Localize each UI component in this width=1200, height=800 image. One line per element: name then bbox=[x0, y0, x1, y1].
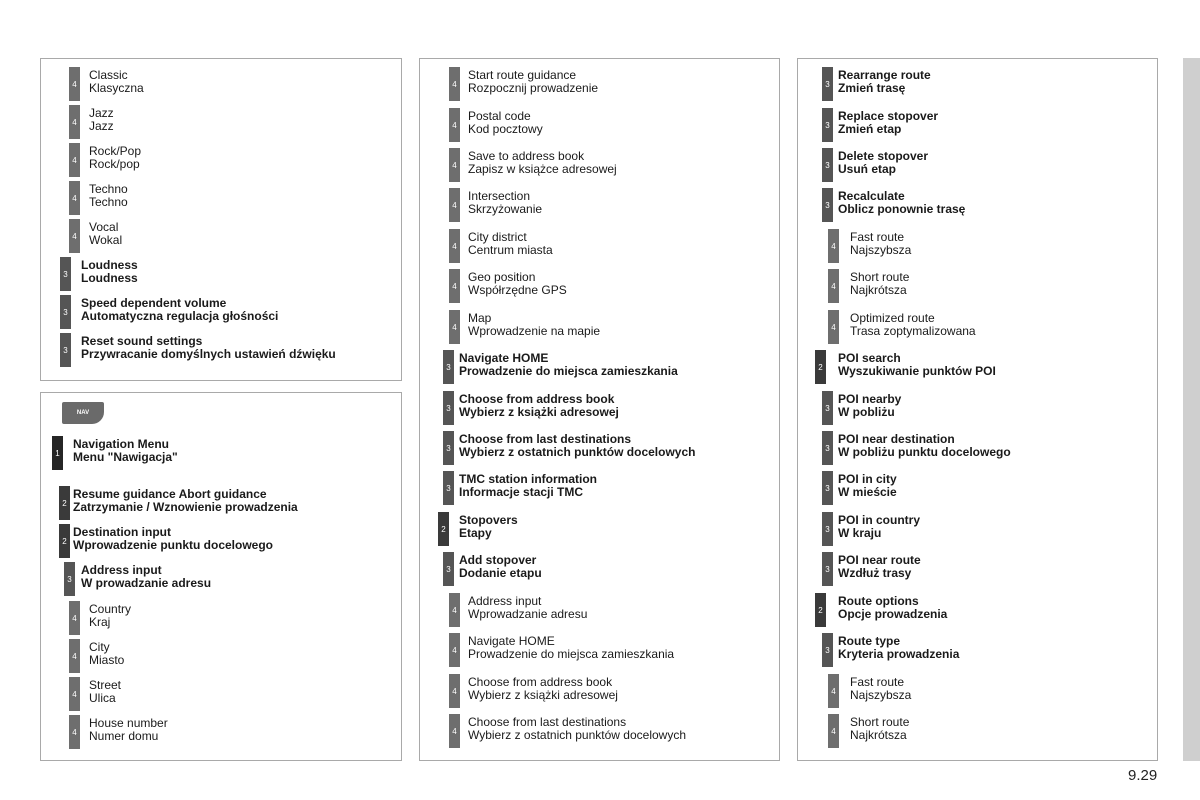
menu-level-badge: 3 bbox=[443, 552, 454, 586]
menu-item-label-pl: Najszybsza bbox=[850, 242, 912, 257]
menu-item-label-en: POI search bbox=[838, 351, 901, 365]
menu-level-badge: 4 bbox=[69, 715, 80, 749]
menu-item-text bbox=[468, 69, 598, 94]
menu-item-label-en: Fast route bbox=[850, 675, 905, 689]
menu-item-text bbox=[73, 526, 273, 551]
menu-item-text bbox=[81, 564, 211, 589]
menu-item-label-en: Loudness bbox=[81, 258, 138, 272]
menu-item-label-pl: Wokal bbox=[89, 232, 123, 247]
menu-item-label-en: Reset sound settings bbox=[81, 334, 203, 348]
menu-level-badge: 1 bbox=[52, 436, 63, 470]
menu-item-label-en: Stopovers bbox=[459, 513, 518, 527]
menu-item-text bbox=[838, 635, 959, 660]
menu-level-badge: 4 bbox=[449, 188, 460, 222]
menu-item-label-en: Address input bbox=[468, 594, 542, 608]
menu-item-label-en: Rearrange route bbox=[838, 68, 931, 82]
menu-item-label-en: Route type bbox=[838, 634, 901, 648]
menu-item-label-pl: Wzdłuż trasy bbox=[838, 565, 912, 580]
menu-item-label-en: Choose from last destinations bbox=[468, 715, 627, 729]
menu-item-text bbox=[468, 110, 543, 135]
menu-item-label-pl: Najkrótsza bbox=[850, 282, 907, 297]
menu-item-label-en: City district bbox=[468, 230, 527, 244]
menu-level-badge: 4 bbox=[449, 310, 460, 344]
menu-item-label-en: Replace stopover bbox=[838, 109, 939, 123]
menu-level-badge: 4 bbox=[69, 639, 80, 673]
menu-item-label-en: Fast route bbox=[850, 230, 905, 244]
menu-item-label-en: Resume guidance Abort guidance bbox=[73, 487, 267, 501]
menu-level-badge: 2 bbox=[815, 593, 826, 627]
menu-item-text bbox=[468, 231, 553, 256]
menu-item-label-en: POI in city bbox=[838, 472, 897, 486]
menu-level-badge: 3 bbox=[822, 148, 833, 182]
menu-item-label-en: Intersection bbox=[468, 189, 531, 203]
menu-item-label-en: Country bbox=[89, 602, 132, 616]
menu-level-badge: 4 bbox=[828, 229, 839, 263]
menu-item-text bbox=[459, 473, 597, 498]
menu-item-label-en: Save to address book bbox=[468, 149, 585, 163]
menu-item-label-pl: W pobliżu bbox=[838, 404, 895, 419]
menu-item-label-en: Map bbox=[468, 311, 492, 325]
menu-item-text bbox=[89, 221, 122, 246]
menu-item-text bbox=[459, 393, 619, 418]
menu-item-label-pl: Trasa zoptymalizowana bbox=[850, 323, 976, 338]
menu-level-badge: 2 bbox=[59, 524, 70, 558]
menu-item-label-en: Short route bbox=[850, 715, 910, 729]
menu-item-label-en: Speed dependent volume bbox=[81, 296, 227, 310]
menu-item-label-en: Destination input bbox=[73, 525, 171, 539]
menu-item-label-pl: Wprowadzenie punktu docelowego bbox=[73, 537, 274, 552]
menu-item-text bbox=[838, 595, 947, 620]
menu-item-label-pl: Automatyczna regulacja głośności bbox=[81, 308, 279, 323]
menu-item-label-en: Start route guidance bbox=[468, 68, 577, 82]
menu-item-label-en: POI in country bbox=[838, 513, 921, 527]
menu-item-text bbox=[73, 438, 178, 463]
menu-item-label-pl: W mieście bbox=[838, 484, 897, 499]
menu-level-badge: 4 bbox=[449, 148, 460, 182]
menu-item-label-pl: Wybierz z książki adresowej bbox=[459, 404, 619, 419]
menu-item-text bbox=[838, 393, 901, 418]
menu-item-label-en: Route options bbox=[838, 594, 919, 608]
menu-item-label-pl: Wyszukiwanie punktów POI bbox=[838, 363, 996, 378]
menu-item-label-pl: W pobliżu punktu docelowego bbox=[838, 444, 1011, 459]
menu-level-badge: 4 bbox=[69, 181, 80, 215]
menu-item-text bbox=[468, 190, 542, 215]
menu-item-text bbox=[89, 679, 121, 704]
menu-item-text bbox=[459, 514, 518, 539]
menu-item-text bbox=[459, 433, 695, 458]
menu-item-label-pl: Techno bbox=[89, 194, 128, 209]
menu-level-badge: 3 bbox=[822, 67, 833, 101]
menu-level-badge: 4 bbox=[828, 269, 839, 303]
menu-item-text bbox=[850, 676, 911, 701]
menu-item-text bbox=[838, 473, 897, 498]
menu-item-label-pl: Kod pocztowy bbox=[468, 121, 543, 136]
menu-item-label-en: Postal code bbox=[468, 109, 531, 123]
menu-item-text bbox=[89, 69, 144, 94]
menu-item-label-en: Choose from address book bbox=[468, 675, 613, 689]
menu-level-badge: 3 bbox=[822, 512, 833, 546]
menu-item-label-pl: Usuń etap bbox=[838, 161, 897, 176]
menu-level-badge: 4 bbox=[449, 714, 460, 748]
menu-item-label-pl: Klasyczna bbox=[89, 80, 144, 95]
menu-item-text bbox=[850, 271, 909, 296]
menu-item-text bbox=[838, 554, 921, 579]
menu-item-text bbox=[459, 554, 542, 579]
menu-item-label-pl: Centrum miasta bbox=[468, 242, 553, 257]
menu-item-label-en: Choose from address book bbox=[459, 392, 615, 406]
menu-item-label-en: Delete stopover bbox=[838, 149, 929, 163]
menu-item-label-pl: Etapy bbox=[459, 525, 492, 540]
menu-item-label-en: Address input bbox=[81, 563, 162, 577]
menu-item-text bbox=[468, 635, 674, 660]
menu-item-text bbox=[850, 312, 976, 337]
menu-item-label-en: Short route bbox=[850, 270, 910, 284]
menu-item-text bbox=[89, 183, 128, 208]
menu-level-badge: 3 bbox=[64, 562, 75, 596]
menu-item-label-en: TMC station information bbox=[459, 472, 597, 486]
menu-level-badge: 3 bbox=[822, 633, 833, 667]
menu-item-label-pl: Skrzyżowanie bbox=[468, 201, 543, 216]
menu-item-label-pl: Numer domu bbox=[89, 728, 159, 743]
menu-item-label-en: POI nearby bbox=[838, 392, 902, 406]
menu-item-label-pl: Informacje stacji TMC bbox=[459, 484, 584, 499]
menu-level-badge: 4 bbox=[69, 143, 80, 177]
menu-level-badge: 4 bbox=[69, 67, 80, 101]
menu-level-badge: 3 bbox=[822, 108, 833, 142]
menu-item-label-pl: Zapisz w książce adresowej bbox=[468, 161, 617, 176]
menu-item-label-en: City bbox=[89, 640, 110, 654]
menu-item-label-pl: Oblicz ponownie trasę bbox=[838, 201, 966, 216]
menu-item-text bbox=[81, 297, 278, 322]
menu-level-badge: 4 bbox=[449, 229, 460, 263]
menu-item-label-pl: Ulica bbox=[89, 690, 116, 705]
menu-item-label-pl: Kraj bbox=[89, 614, 111, 629]
menu-level-badge: 4 bbox=[449, 269, 460, 303]
menu-item-text bbox=[850, 716, 909, 741]
menu-level-badge: 4 bbox=[828, 714, 839, 748]
menu-item-label-pl: Prowadzenie do miejsca zamieszkania bbox=[459, 363, 678, 378]
menu-level-badge: 3 bbox=[822, 471, 833, 505]
menu-item-text bbox=[838, 110, 938, 135]
menu-item-label-pl: Menu "Nawigacja" bbox=[73, 449, 178, 464]
menu-item-text bbox=[468, 312, 600, 337]
menu-level-badge: 3 bbox=[822, 552, 833, 586]
menu-level-badge: 3 bbox=[822, 431, 833, 465]
menu-item-text bbox=[89, 603, 131, 628]
nav-tab-icon: NAV bbox=[62, 402, 104, 424]
menu-item-label-pl: Zmień trasę bbox=[838, 80, 906, 95]
menu-level-badge: 4 bbox=[69, 219, 80, 253]
menu-item-label-pl: Rozpocznij prowadzenie bbox=[468, 80, 599, 95]
menu-level-badge: 3 bbox=[822, 188, 833, 222]
menu-item-label-pl: Najszybsza bbox=[850, 687, 912, 702]
menu-level-badge: 2 bbox=[59, 486, 70, 520]
menu-level-badge: 4 bbox=[449, 67, 460, 101]
menu-item-label-en: Techno bbox=[89, 182, 128, 196]
menu-item-label-pl: Jazz bbox=[89, 118, 114, 133]
menu-level-badge: 4 bbox=[449, 593, 460, 627]
menu-item-text bbox=[81, 335, 336, 360]
menu-level-badge: 3 bbox=[60, 333, 71, 367]
menu-level-badge: 4 bbox=[69, 677, 80, 711]
menu-item-text bbox=[838, 433, 1011, 458]
menu-item-text bbox=[838, 352, 996, 377]
menu-item-label-en: House number bbox=[89, 716, 168, 730]
menu-item-label-en: Jazz bbox=[89, 106, 114, 120]
menu-level-badge: 2 bbox=[815, 350, 826, 384]
menu-item-label-pl: Opcje prowadzenia bbox=[838, 606, 948, 621]
menu-level-badge: 4 bbox=[828, 310, 839, 344]
menu-item-text bbox=[838, 150, 928, 175]
menu-item-label-en: Choose from last destinations bbox=[459, 432, 632, 446]
chapter-side-strip bbox=[1183, 58, 1200, 761]
menu-item-text bbox=[468, 595, 587, 620]
menu-level-badge: 4 bbox=[69, 601, 80, 635]
menu-level-badge: 3 bbox=[822, 391, 833, 425]
menu-item-label-pl: Współrzędne GPS bbox=[468, 282, 567, 297]
menu-item-text bbox=[81, 259, 138, 284]
menu-item-label-en: Classic bbox=[89, 68, 128, 82]
menu-item-label-en: Navigate HOME bbox=[468, 634, 555, 648]
menu-item-text bbox=[73, 488, 298, 513]
menu-item-label-en: Geo position bbox=[468, 270, 536, 284]
page-number: 9.29 bbox=[1128, 767, 1158, 784]
menu-item-text bbox=[838, 190, 965, 215]
menu-item-text bbox=[89, 717, 168, 742]
menu-item-text bbox=[459, 352, 678, 377]
menu-item-label-pl: Dodanie etapu bbox=[459, 565, 542, 580]
menu-item-text bbox=[850, 231, 911, 256]
menu-item-text bbox=[838, 514, 920, 539]
menu-item-label-en: Navigate HOME bbox=[459, 351, 549, 365]
menu-item-label-pl: Najkrótsza bbox=[850, 727, 907, 742]
menu-item-label-pl: W prowadzanie adresu bbox=[81, 575, 212, 590]
menu-item-label-pl: Zmień etap bbox=[838, 121, 902, 136]
menu-item-text bbox=[468, 676, 618, 701]
menu-item-label-pl: Wprowadzanie adresu bbox=[468, 606, 588, 621]
menu-item-label-en: Recalculate bbox=[838, 189, 905, 203]
menu-item-label-pl: Loudness bbox=[81, 270, 138, 285]
menu-item-label-en: Vocal bbox=[89, 220, 119, 234]
menu-item-label-pl: Wybierz z książki adresowej bbox=[468, 687, 618, 702]
menu-item-label-pl: Wybierz z ostatnich punktów docelowych bbox=[459, 444, 696, 459]
menu-item-label-en: POI near destination bbox=[838, 432, 955, 446]
menu-item-label-pl: Przywracanie domyślnych ustawień dźwięku bbox=[81, 346, 336, 361]
menu-item-text bbox=[89, 107, 114, 132]
menu-item-label-pl: Wybierz z ostatnich punktów docelowych bbox=[468, 727, 686, 742]
menu-item-label-pl: Zatrzymanie / Wznowienie prowadzenia bbox=[73, 499, 298, 514]
menu-item-label-en: Rock/Pop bbox=[89, 144, 142, 158]
menu-item-text bbox=[838, 69, 931, 94]
menu-level-badge: 4 bbox=[69, 105, 80, 139]
menu-item-label-en: Optimized route bbox=[850, 311, 935, 325]
menu-item-label-pl: W kraju bbox=[838, 525, 882, 540]
menu-level-badge: 3 bbox=[60, 257, 71, 291]
menu-level-badge: 3 bbox=[443, 391, 454, 425]
menu-level-badge: 4 bbox=[449, 674, 460, 708]
menu-item-text bbox=[89, 641, 124, 666]
menu-level-badge: 3 bbox=[443, 350, 454, 384]
menu-item-label-en: Street bbox=[89, 678, 122, 692]
menu-item-label-pl: Miasto bbox=[89, 652, 125, 667]
menu-item-label-en: POI near route bbox=[838, 553, 921, 567]
menu-item-label-en: Navigation Menu bbox=[73, 437, 170, 451]
menu-level-badge: 4 bbox=[449, 633, 460, 667]
menu-item-text bbox=[468, 150, 617, 175]
menu-item-label-pl: Wprowadzenie na mapie bbox=[468, 323, 601, 338]
menu-item-text bbox=[89, 145, 141, 170]
menu-level-badge: 3 bbox=[443, 471, 454, 505]
menu-item-label-en: Add stopover bbox=[459, 553, 537, 567]
menu-level-badge: 2 bbox=[438, 512, 449, 546]
menu-item-text bbox=[468, 716, 686, 741]
menu-item-label-pl: Rock/pop bbox=[89, 156, 140, 171]
menu-item-label-pl: Kryteria prowadzenia bbox=[838, 646, 960, 661]
menu-item-text bbox=[468, 271, 567, 296]
menu-level-badge: 3 bbox=[443, 431, 454, 465]
menu-item-label-pl: Prowadzenie do miejsca zamieszkania bbox=[468, 646, 675, 661]
menu-level-badge: 4 bbox=[828, 674, 839, 708]
menu-level-badge: 3 bbox=[60, 295, 71, 329]
menu-level-badge: 4 bbox=[449, 108, 460, 142]
